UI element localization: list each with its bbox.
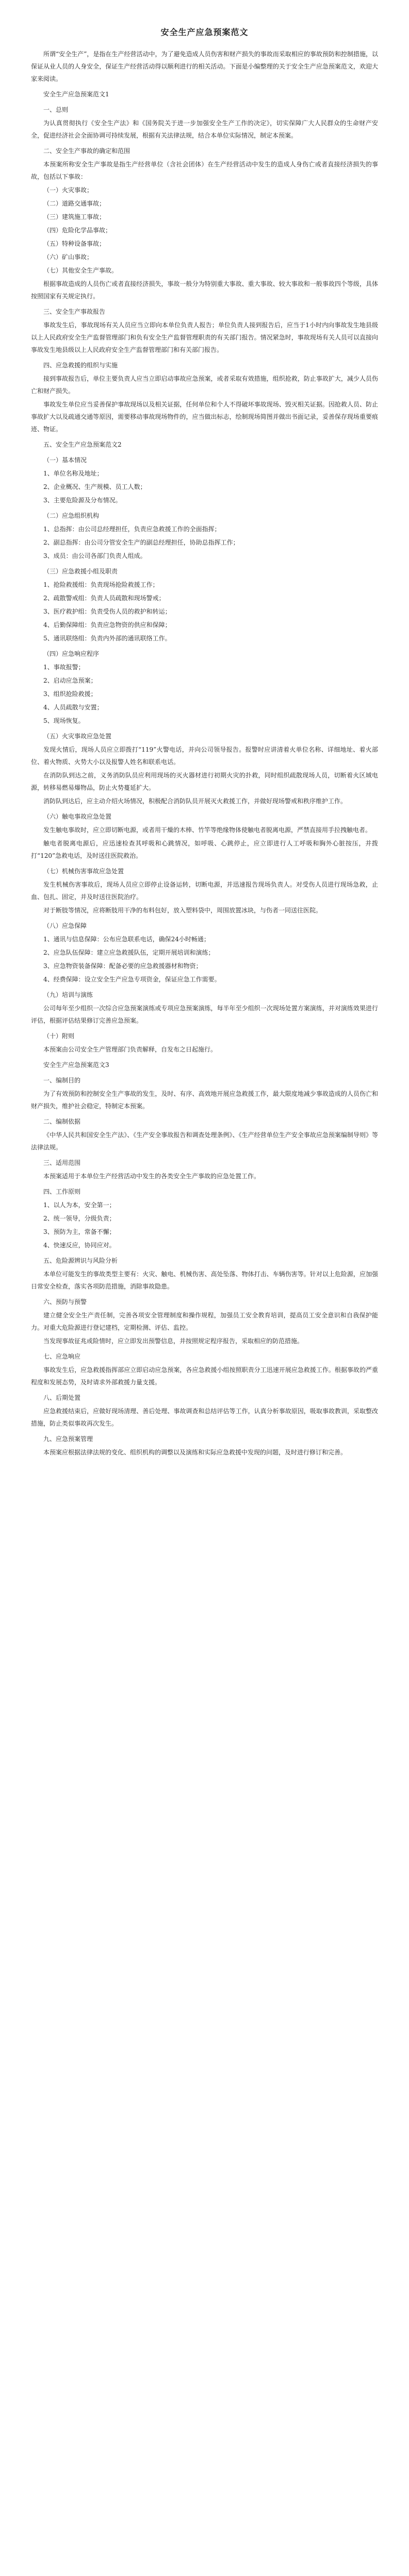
- list-item: 4、经费保障：设立安全生产应急专项资金，保证应急工作需要。: [43, 976, 221, 983]
- paragraph: 为了有效预防和控制安全生产事故的发生，及时、有序、高效地开展应急救援工作，最大限度地减少事故造成的人员伤亡和财产损失，维护社会稳定，特制定本预案。: [31, 1090, 378, 1110]
- paragraph: 发生触电事故时，应立即切断电源，或者用干燥的木棒、竹竿等绝缘物体使触电者脱离电源，严禁直接用手拉拽触电者。: [43, 826, 372, 834]
- list-item: 2、统一领导，分级负责；: [43, 1215, 116, 1222]
- paragraph: 消防队到达后，应主动介绍火场情况，积极配合消防队员开展灭火救援工作，并做好现场警戒和秩序维护工作。: [43, 798, 347, 805]
- section-heading: 二、编制依据: [43, 1118, 81, 1125]
- list-item: 5、通讯联络组：负责内外部的通讯联络工作。: [43, 635, 171, 642]
- section-heading: 五、安全生产应急预案范文2: [43, 441, 122, 448]
- paragraph: 事故发生后，应急救援指挥部应立即启动应急预案，各应急救援小组按照职责分工迅速开展应急救援工作。根据事故的严重程度和发展态势，及时请求外部救援力量支援。: [31, 1366, 378, 1386]
- list-item: 1、以人为本，安全第一；: [43, 1201, 116, 1209]
- list-item: 3、组织抢险救援；: [43, 690, 97, 698]
- list-item: 5、现场恢复。: [43, 717, 85, 724]
- paragraph: 根据事故造成的人员伤亡或者直接经济损失，事故一般分为特别重大事故、重大事故、较大事故和一般事故四个等级，具体按照国家有关规定执行。: [31, 280, 378, 300]
- section-heading: 三、安全生产事故报告: [43, 308, 106, 315]
- list-item: （四）危险化学品事故；: [43, 227, 112, 234]
- section-heading: 五、危险源辨识与风险分析: [43, 1257, 118, 1264]
- document-body: [31, 48, 378, 1459]
- list-item: 1、通讯与信息保障：公布应急联系电话，确保24小时畅通；: [43, 936, 210, 943]
- paragraph: 对于断肢等情况，应将断肢用干净的布料包好，放入塑料袋中，周围放置冰块，与伤者一同送往医院。: [43, 907, 322, 914]
- section-heading: 四、应急救援的组织与实施: [43, 362, 118, 369]
- section-heading: （四）应急响应程序: [43, 650, 100, 657]
- paragraph: 为认真贯彻执行《安全生产法》和《国务院关于进一步加强安全生产工作的决定》，切实保障广大人民群众的生命财产安全，促进经济社会全面协调可持续发展，根据有关法律法规，结合本单位实际情况，制定本预案。: [31, 120, 378, 139]
- section-heading: 一、编制目的: [43, 1077, 81, 1084]
- list-item: 1、总指挥：由公司总经理担任，负责应急救援工作的全面指挥；: [43, 526, 221, 533]
- section-heading: （二）应急组织机构: [43, 512, 100, 519]
- paragraph: 发现火情后，现场人员应立即拨打“119”火警电话，并向公司领导报告。报警时应讲清着火单位名称、详细地址、着火部位、着火物质、火势大小以及报警人姓名和联系电话。: [31, 746, 378, 766]
- paragraph: 事故发生单位应当妥善保护事故现场以及相关证据，任何单位和个人不得破坏事故现场、毁灭相关证据。因抢救人员、防止事故扩大以及疏通交通等原因，需要移动事故现场物件的，应当做出标志，绘制现场简图并做出书面记录，妥善保存现场重要痕迹、物证。: [31, 401, 378, 433]
- list-item: 1、单位名称及地址；: [43, 470, 103, 477]
- section-heading: 三、适用范围: [43, 1159, 81, 1166]
- section-heading: （九）培训与演练: [43, 991, 93, 998]
- section-heading: 四、工作原则: [43, 1188, 81, 1195]
- list-item: 3、主要危险源及分布情况。: [43, 497, 122, 504]
- section-heading: 一、总则: [43, 106, 69, 113]
- paragraph: 本预案应根据法律法规的变化、组织机构的调整以及演练和实际应急救援中发现的问题，及时进行修订和完善。: [43, 1449, 347, 1456]
- section-heading: 八、后期处置: [43, 1394, 81, 1401]
- section-heading: 九、应急预案管理: [43, 1435, 93, 1443]
- paragraph: 所谓“安全生产”，是指在生产经营活动中，为了避免造成人员伤害和财产损失的事故而采取相应的事故预防和控制措施，以保证从业人员的人身安全，保证生产经营活动得以顺利进行的相关活动。下面是小编整理的关于安全生产应急预案范文，欢迎大家来阅读。: [31, 50, 378, 82]
- list-item: （三）建筑施工事故；: [43, 213, 106, 221]
- list-item: 3、应急物资装备保障：配备必要的应急救援器材和物资；: [43, 962, 202, 970]
- document-title: 安全生产应急预案范文: [160, 27, 249, 37]
- list-item: 4、后勤保障组：负责应急物资的供应和保障；: [43, 621, 171, 629]
- list-item: （一）火灾事故；: [43, 187, 93, 194]
- section-heading: （七）机械伤害事故应急处置: [43, 868, 124, 875]
- section-heading: （十）附则: [43, 1032, 75, 1040]
- list-item: 3、医疗救护组：负责受伤人员的救护和转运；: [43, 608, 171, 615]
- paragraph: 本预案由公司安全生产管理部门负责解释，自发布之日起施行。: [43, 1046, 217, 1053]
- paragraph: 应急救援结束后，应做好现场清理、善后处理、事故调查和总结评估等工作，认真分析事故原因，吸取事故教训，采取整改措施，防止类似事故再次发生。: [31, 1408, 378, 1427]
- paragraph: 公司每年至少组织一次综合应急预案演练或专项应急预案演练，每半年至少组织一次现场处置方案演练，并对演练效果进行评估，根据评估结果修订完善应急预案。: [31, 1005, 378, 1024]
- list-item: 1、抢险救援组：负责现场抢险救援工作；: [43, 581, 159, 588]
- paragraph: 本预案适用于本单位生产经营活动中发生的各类安全生产事故的应急处置工作。: [43, 1173, 260, 1180]
- list-item: （五）特种设备事故；: [43, 240, 106, 247]
- section-heading: （三）应急救援小组及职责: [43, 568, 118, 575]
- list-item: （六）矿山事故；: [43, 253, 93, 261]
- section-heading: 六、预防与预警: [43, 1298, 87, 1306]
- paragraph: 《中华人民共和国安全生产法》、《生产安全事故报告和调查处理条例》、《生产经营单位生产安全事故应急预案编制导则》等法律法规。: [31, 1131, 378, 1151]
- paragraph: 事故发生后，事故现场有关人员应当立即向本单位负责人报告；单位负责人接到报告后，应当于1小时内向事故发生地县级以上人民政府安全生产监督管理部门和负有安全生产监督管理职责的有关部门报告。情况紧急时，事故现场有关人员可以直接向事故发生地县级以上人民政府安全生产监督管理部门和有关部门报告。: [31, 321, 378, 353]
- paragraph: 建立健全安全生产责任制，完善各项安全管理制度和操作规程，加强员工安全教育培训，提高员工安全意识和自我保护能力。对重大危险源进行登记建档，定期检测、评估、监控。: [31, 1312, 378, 1331]
- paragraph: 在消防队到达之前，义务消防队员应利用现场的灭火器材进行初期火灾的扑救，同时组织疏散现场人员，切断着火区域电源，转移易燃易爆物品，防止火势蔓延扩大。: [31, 772, 378, 791]
- section-heading: （五）火灾事故应急处置: [43, 733, 112, 740]
- paragraph: 接到事故报告后，单位主要负责人应当立即启动事故应急预案，或者采取有效措施，组织抢救，防止事故扩大，减少人员伤亡和财产损失。: [31, 375, 378, 395]
- list-item: 4、快速反应，协同应对。: [43, 1242, 116, 1249]
- paragraph: 当发现事故征兆或险情时，应立即发出预警信息，并按照规定程序报告，采取相应的防范措施。: [43, 1337, 304, 1345]
- section-heading: （八）应急保障: [43, 922, 87, 929]
- list-item: 2、副总指挥：由公司分管安全生产的副总经理担任，协助总指挥工作；: [43, 539, 239, 546]
- section-heading: 安全生产应急预案范文1: [43, 91, 109, 98]
- list-item: 2、企业概况、生产规模、员工人数；: [43, 483, 146, 490]
- list-item: 1、事故报警；: [43, 664, 85, 671]
- section-heading: （六）触电事故应急处置: [43, 813, 112, 820]
- paragraph: 发生机械伤害事故后，现场人员应立即停止设备运转，切断电源，并迅速报告现场负责人。对受伤人员进行现场急救，止血、包扎、固定，并及时送往医院治疗。: [31, 881, 378, 901]
- paragraph: 本单位可能发生的事故类型主要有：火灾、触电、机械伤害、高处坠落、物体打击、车辆伤害等。针对以上危险源，应加强日常安全检查，落实各项防范措施，消除事故隐患。: [31, 1270, 378, 1290]
- section-heading: 安全生产应急预案范文3: [43, 1061, 109, 1069]
- list-item: 4、人员疏散与安置；: [43, 704, 103, 711]
- list-item: 3、成员：由公司各部门负责人组成。: [43, 552, 146, 560]
- list-item: 2、启动应急预案；: [43, 677, 97, 684]
- list-item: （七）其他安全生产事故。: [43, 267, 118, 274]
- section-heading: 七、应急响应: [43, 1353, 81, 1360]
- list-item: 2、应急队伍保障：建立应急救援队伍，定期开展培训和演练；: [43, 949, 215, 956]
- section-heading: （一）基本情况: [43, 456, 87, 464]
- list-item: 2、疏散警戒组：负责人员疏散和现场警戒；: [43, 595, 165, 602]
- list-item: （二）道路交通事故；: [43, 200, 106, 207]
- section-heading: 二、安全生产事故的确定和范围: [43, 147, 130, 155]
- paragraph: 触电者脱离电源后，应迅速检查其呼吸和心跳情况，如呼吸、心跳停止，应立即进行人工呼吸和胸外心脏按压，并拨打“120”急救电话，及时送往医院救治。: [31, 840, 378, 859]
- list-item: 3、预防为主，常备不懈；: [43, 1228, 116, 1235]
- paragraph: 本预案所称安全生产事故是指生产经营单位（含社会团体）在生产经营活动中发生的造成人身伤亡或者直接经济损失的事故，包括以下事故：: [31, 161, 378, 180]
